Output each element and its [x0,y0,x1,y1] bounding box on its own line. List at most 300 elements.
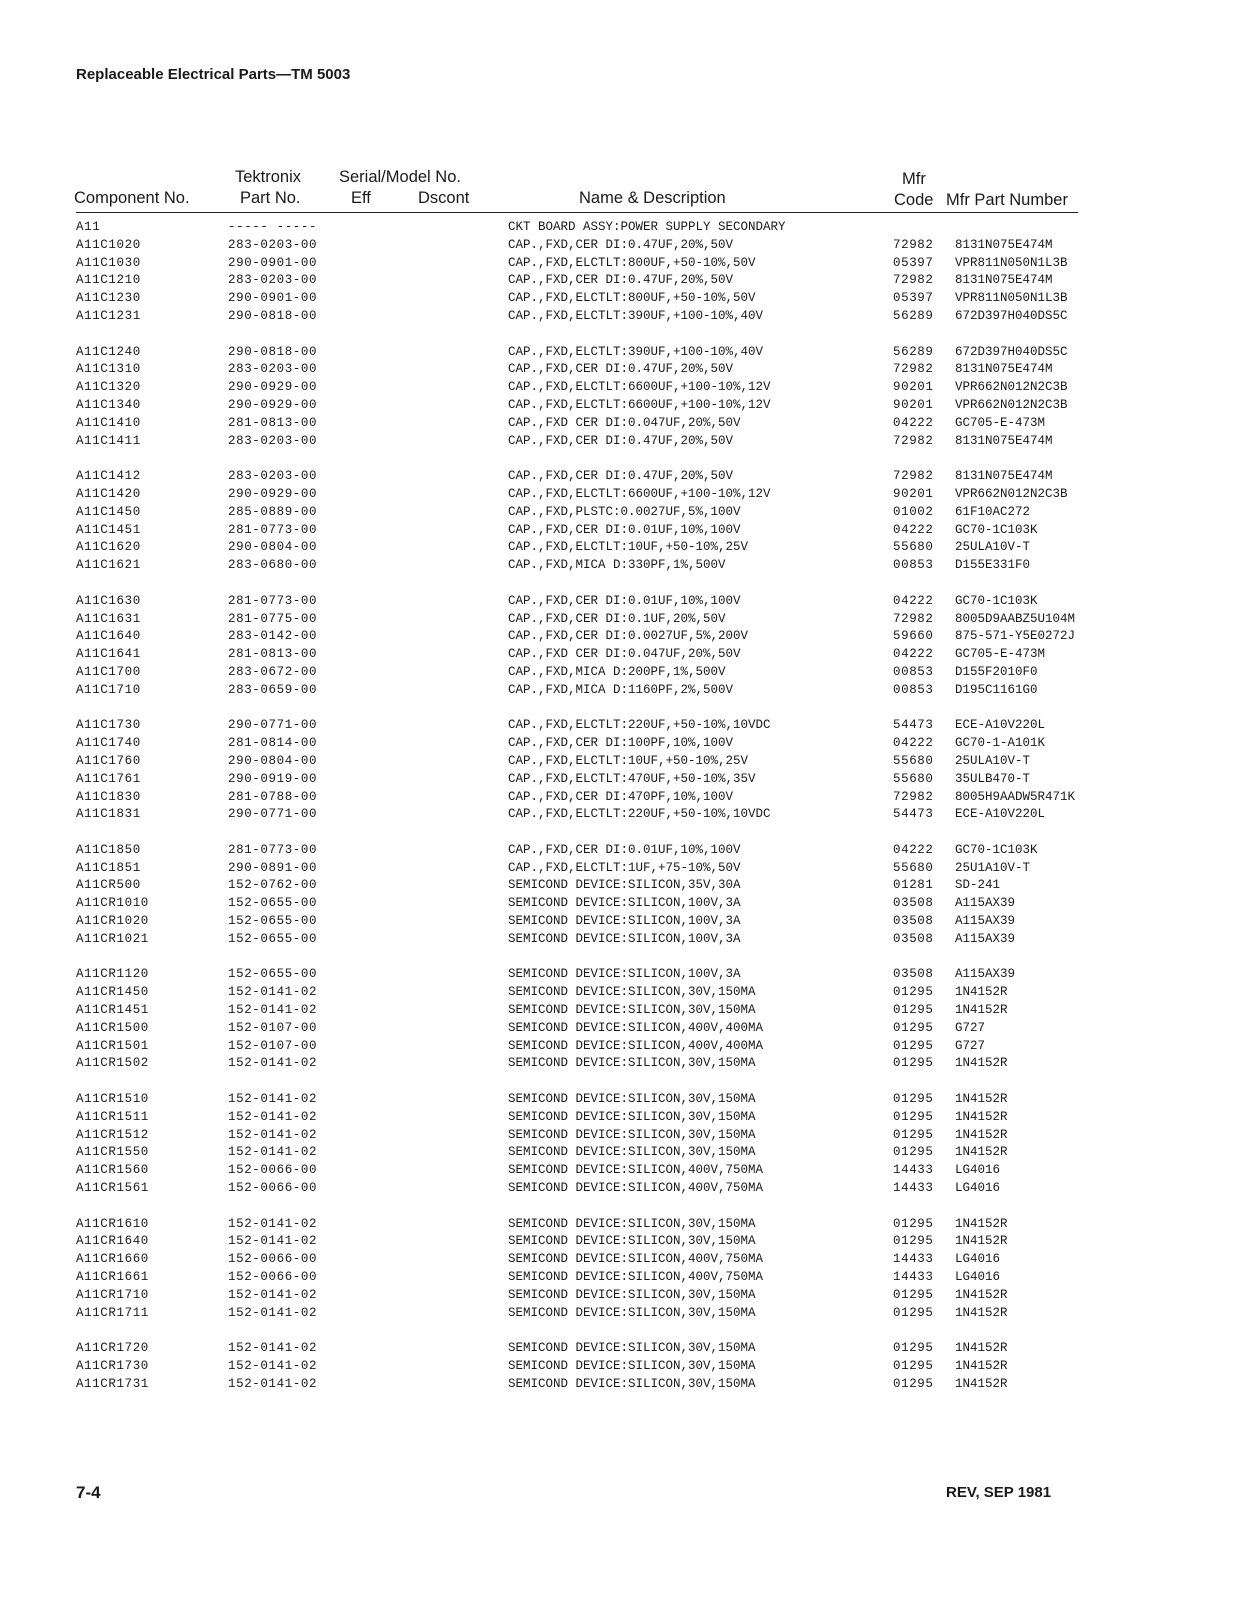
name-description: SEMICOND DEVICE:SILICON,30V,150MA [508,1003,756,1018]
mfr-code: 72982 [893,273,934,288]
tektronix-part-number: 283-0203-00 [228,273,318,288]
table-row [76,1144,1086,1162]
name-description: CAP.,FXD,CER DI:470PF,10%,100V [508,789,734,804]
component-number: A11C1760 [76,753,141,768]
mfr-part-number: 8131N075E474M [955,273,1053,288]
table-row [76,984,1086,1002]
tektronix-part-number: 152-0066-00 [228,1252,318,1267]
mfr-part-number: ECE-A10V220L [955,718,1046,733]
mfr-part-number: 35ULB470-T [955,771,1031,786]
mfr-part-number: 1N4152R [955,1341,1008,1356]
mfr-part-number: 1N4152R [955,1109,1008,1124]
parts-group [76,219,1086,326]
table-row [76,682,1086,700]
name-description: CAP.,FXD,ELCTLT:6600UF,+100-10%,12V [508,397,771,412]
name-description: CAP.,FXD,CER DI:0.01UF,10%,100V [508,522,741,537]
tektronix-part-number: 290-0771-00 [228,807,318,822]
component-number: A11CR1730 [76,1359,149,1373]
parts-table [76,219,1086,1411]
table-row [76,415,1086,433]
column-header-dscont: Dscont [418,189,470,207]
table-row [76,255,1086,273]
mfr-code: 56289 [893,308,934,323]
name-description: SEMICOND DEVICE:SILICON,100V,3A [508,931,741,946]
name-description: CAP.,FXD CER DI:0.047UF,20%,50V [508,647,741,662]
mfr-part-number: LG4016 [955,1181,1001,1196]
tektronix-part-number: 290-0901-00 [228,255,318,270]
name-description: SEMICOND DEVICE:SILICON,400V,750MA [508,1163,764,1178]
mfr-code: 55680 [893,860,934,875]
mfr-code: 01295 [893,1287,934,1302]
mfr-code: 01295 [893,1038,934,1053]
component-number: A11C1831 [76,807,141,822]
tektronix-part-number: 152-0066-00 [228,1270,318,1285]
table-row [76,504,1086,522]
name-description: SEMICOND DEVICE:SILICON,400V,400MA [508,1038,764,1053]
component-number: A11C1340 [76,397,141,412]
component-number: A11CR1502 [76,1056,149,1071]
table-row [76,1233,1086,1251]
mfr-code: 04222 [893,647,934,662]
tektronix-part-number: 152-0655-00 [228,896,318,911]
name-description: CAP.,FXD,ELCTLT:1UF,+75-10%,50V [508,860,741,875]
tektronix-part-number: 281-0773-00 [228,842,318,857]
component-number: A11CR1610 [76,1216,149,1231]
header-divider [76,212,1078,213]
name-description: CAP.,FXD,CER DI:0.47UF,20%,50V [508,362,734,377]
mfr-code: 03508 [893,931,934,946]
mfr-part-number: A115AX39 [955,931,1016,946]
mfr-part-number: SD-241 [955,878,1001,893]
name-description: CAP.,FXD,ELCTLT:10UF,+50-10%,25V [508,753,749,768]
table-row [76,539,1086,557]
mfr-part-number: 25U1A10V-T [955,860,1031,875]
mfr-part-number: 1N4152R [955,1003,1008,1018]
name-description: SEMICOND DEVICE:SILICON,30V,150MA [508,1056,756,1071]
component-number: A11CR500 [76,878,141,893]
parts-group [76,1340,1086,1393]
component-number: A11C1411 [76,433,141,448]
tektronix-part-number: 281-0813-00 [228,647,318,662]
component-number: A11C1451 [76,522,141,537]
tektronix-part-number: 152-0655-00 [228,931,318,946]
component-number: A11CR1501 [76,1038,149,1053]
tektronix-part-number: 283-0680-00 [228,558,318,573]
parts-group [76,468,1086,575]
page-title: Replaceable Electrical Parts—TM 5003 [76,66,351,83]
parts-group [76,344,1086,451]
name-description: CAP.,FXD,ELCTLT:220UF,+50-10%,10VDC [508,718,771,733]
name-description: CKT BOARD ASSY:POWER SUPPLY SECONDARY [508,220,786,234]
mfr-part-number: 1N4152R [955,1145,1008,1160]
table-row [76,771,1086,789]
table-row [76,433,1086,451]
name-description: CAP.,FXD,CER DI:0.01UF,10%,100V [508,593,741,608]
name-description: SEMICOND DEVICE:SILICON,30V,150MA [508,1145,756,1160]
table-row [76,593,1086,611]
table-row [76,1216,1086,1234]
table-row [76,557,1086,575]
tektronix-part-number: 152-0107-00 [228,1038,318,1053]
tektronix-part-number: 283-0659-00 [228,682,318,697]
component-number: A11C1320 [76,380,141,395]
tektronix-part-number: 290-0929-00 [228,380,318,395]
tektronix-part-number: 152-0141-02 [228,1109,318,1124]
tektronix-part-number: 283-0142-00 [228,629,318,644]
table-row [76,1002,1086,1020]
mfr-code: 01295 [893,1020,934,1035]
mfr-code: 54473 [893,807,934,822]
name-description: CAP.,FXD,CER DI:0.0027UF,5%,200V [508,629,749,644]
tektronix-part-number: 290-0804-00 [228,540,318,555]
table-row [76,1287,1086,1305]
parts-group [76,1091,1086,1198]
mfr-code: 59660 [893,629,934,644]
mfr-code: 05397 [893,255,934,270]
mfr-part-number: 1N4152R [955,1287,1008,1302]
mfr-part-number: 672D397H040DS5C [955,344,1068,359]
mfr-part-number: 1N4152R [955,1376,1008,1391]
name-description: CAP.,FXD,ELCTLT:10UF,+50-10%,25V [508,540,749,555]
mfr-code: 04222 [893,842,934,857]
mfr-code: 01295 [893,1305,934,1320]
mfr-code: 14433 [893,1181,934,1196]
mfr-code: 00853 [893,682,934,697]
component-number: A11C1641 [76,647,141,662]
mfr-code: 03508 [893,914,934,929]
component-number: A11C1230 [76,291,141,306]
name-description: CAP.,FXD,ELCTLT:390UF,+100-10%,40V [508,308,764,323]
name-description: SEMICOND DEVICE:SILICON,400V,400MA [508,1020,764,1035]
component-number: A11C1450 [76,504,141,519]
table-row [76,1020,1086,1038]
mfr-part-number: 8131N075E474M [955,237,1053,252]
component-number: A11CR1510 [76,1092,149,1107]
mfr-part-number: G727 [955,1038,986,1053]
mfr-code: 01295 [893,1234,934,1249]
name-description: CAP.,FXD,ELCTLT:470UF,+50-10%,35V [508,771,756,786]
table-row [76,1038,1086,1056]
tektronix-part-number: 281-0775-00 [228,611,318,626]
name-description: SEMICOND DEVICE:SILICON,30V,150MA [508,1234,756,1249]
tektronix-part-number: 283-0203-00 [228,237,318,252]
tektronix-part-number: 152-0141-02 [228,1234,318,1249]
name-description: SEMICOND DEVICE:SILICON,30V,150MA [508,1376,756,1391]
component-number: A11CR1710 [76,1287,149,1302]
component-number: A11C1231 [76,308,141,323]
mfr-code: 01295 [893,1359,934,1373]
name-description: SEMICOND DEVICE:SILICON,30V,150MA [508,1127,756,1142]
table-row [76,931,1086,949]
name-description: CAP.,FXD,PLSTC:0.0027UF,5%,100V [508,504,741,519]
mfr-code: 01295 [893,1341,934,1356]
table-row [76,272,1086,290]
tektronix-part-number: 152-0141-02 [228,1359,318,1373]
mfr-code: 90201 [893,397,934,412]
tektronix-part-number: 152-0141-02 [228,1127,318,1142]
mfr-code: 04222 [893,593,934,608]
table-row [76,966,1086,984]
mfr-code: 55680 [893,540,934,555]
mfr-code: 05397 [893,291,934,306]
name-description: SEMICOND DEVICE:SILICON,400V,750MA [508,1252,764,1267]
mfr-code: 01295 [893,1092,934,1107]
column-header-serial-model: Serial/Model No. [339,168,461,186]
tektronix-part-number: 152-0141-02 [228,985,318,1000]
table-row [76,1376,1086,1394]
table-row [76,1127,1086,1145]
name-description: CAP.,FXD,CER DI:0.47UF,20%,50V [508,433,734,448]
name-description: CAP.,FXD,ELCTLT:220UF,+50-10%,10VDC [508,807,771,822]
mfr-code: 04222 [893,415,934,430]
mfr-code: 03508 [893,896,934,911]
table-row [76,1269,1086,1287]
component-number: A11C1412 [76,469,141,484]
table-row [76,1305,1086,1323]
tektronix-part-number: 152-0655-00 [228,914,318,929]
mfr-code: 01295 [893,1109,934,1124]
mfr-code: 01295 [893,985,934,1000]
mfr-part-number: 8131N075E474M [955,469,1053,484]
mfr-part-number: LG4016 [955,1252,1001,1267]
component-number: A11C1210 [76,273,141,288]
table-row [76,628,1086,646]
component-number: A11CR1500 [76,1020,149,1035]
mfr-part-number: A115AX39 [955,896,1016,911]
component-number: A11CR1511 [76,1109,149,1124]
mfr-code: 72982 [893,433,934,448]
mfr-part-number: D155E331F0 [955,558,1031,573]
table-row [76,219,1086,237]
mfr-part-number: G727 [955,1020,986,1035]
component-number: A11C1240 [76,344,141,359]
parts-group [76,593,1086,700]
mfr-part-number: GC70-1C103K [955,842,1038,857]
mfr-code: 90201 [893,380,934,395]
component-number: A11C1700 [76,664,141,679]
mfr-part-number: 8005H9AADW5R471K [955,789,1076,804]
component-number: A11CR1450 [76,985,149,1000]
tektronix-part-number: 152-0141-02 [228,1305,318,1320]
parts-group [76,842,1086,949]
mfr-code: 14433 [893,1252,934,1267]
mfr-part-number: 1N4152R [955,1305,1008,1320]
table-row [76,611,1086,629]
mfr-part-number: 875-571-Y5E0272J [955,629,1076,644]
table-row [76,1251,1086,1269]
component-number: A11CR1720 [76,1341,149,1356]
tektronix-part-number: 283-0203-00 [228,469,318,484]
name-description: CAP.,FXD CER DI:0.047UF,20%,50V [508,415,741,430]
mfr-code: 01295 [893,1376,934,1391]
component-number: A11C1030 [76,255,141,270]
table-row [76,344,1086,362]
parts-group [76,1216,1086,1323]
name-description: SEMICOND DEVICE:SILICON,30V,150MA [508,1216,756,1231]
mfr-part-number: D155F2010F0 [955,664,1038,679]
tektronix-part-number: 152-0141-02 [228,1092,318,1107]
mfr-part-number: VPR662N012N2C3B [955,397,1068,412]
table-row [76,646,1086,664]
name-description: SEMICOND DEVICE:SILICON,35V,30A [508,878,741,893]
mfr-part-number: 1N4152R [955,1056,1008,1071]
tektronix-part-number: 290-0929-00 [228,486,318,501]
component-number: A11C1620 [76,540,141,555]
component-number: A11CR1731 [76,1376,149,1391]
tektronix-part-number: 152-0655-00 [228,967,318,982]
tektronix-part-number: 152-0066-00 [228,1181,318,1196]
mfr-part-number: 8131N075E474M [955,362,1053,377]
name-description: SEMICOND DEVICE:SILICON,30V,150MA [508,985,756,1000]
name-description: CAP.,FXD,ELCTLT:800UF,+50-10%,50V [508,255,756,270]
table-row [76,468,1086,486]
tektronix-part-number: 152-0141-02 [228,1376,318,1391]
component-number: A11CR1010 [76,896,149,911]
mfr-part-number: VPR662N012N2C3B [955,380,1068,395]
component-number: A11C1631 [76,611,141,626]
tektronix-part-number: 152-0141-02 [228,1003,318,1018]
component-number: A11C1851 [76,860,141,875]
name-description: SEMICOND DEVICE:SILICON,30V,150MA [508,1341,756,1356]
name-description: CAP.,FXD,MICA D:200PF,1%,500V [508,664,726,679]
name-description: CAP.,FXD,ELCTLT:800UF,+50-10%,50V [508,291,756,306]
component-number: A11CR1512 [76,1127,149,1142]
name-description: SEMICOND DEVICE:SILICON,30V,150MA [508,1305,756,1320]
mfr-code: 72982 [893,469,934,484]
tektronix-part-number: 152-0141-02 [228,1341,318,1356]
tektronix-part-number: 152-0066-00 [228,1163,318,1178]
table-row [76,877,1086,895]
mfr-part-number: 1N4152R [955,1092,1008,1107]
name-description: CAP.,FXD,CER DI:100PF,10%,100V [508,736,734,751]
component-number: A11C1410 [76,415,141,430]
component-number: A11C1640 [76,629,141,644]
tektronix-part-number: 281-0813-00 [228,415,318,430]
component-number: A11CR1020 [76,914,149,929]
column-header-mfr-part-number: Mfr Part Number [946,191,1068,209]
table-row [76,735,1086,753]
mfr-code: 01295 [893,1056,934,1071]
mfr-code: 04222 [893,736,934,751]
mfr-part-number: GC70-1-A101K [955,736,1046,751]
component-number: A11CR1451 [76,1003,149,1018]
tektronix-part-number: 290-0804-00 [228,753,318,768]
mfr-code: 03508 [893,967,934,982]
mfr-part-number: 25ULA10V-T [955,753,1031,768]
component-number: A11C1830 [76,789,141,804]
mfr-code: 01295 [893,1145,934,1160]
table-row [76,290,1086,308]
mfr-part-number: 1N4152R [955,1234,1008,1249]
table-row [76,842,1086,860]
mfr-part-number: VPR811N050N1L3B [955,291,1068,306]
mfr-code: 54473 [893,718,934,733]
mfr-code: 72982 [893,237,934,252]
mfr-code: 04222 [893,522,934,537]
mfr-code: 14433 [893,1163,934,1178]
mfr-code: 56289 [893,344,934,359]
table-row [76,361,1086,379]
component-number: A11C1850 [76,842,141,857]
mfr-part-number: ECE-A10V220L [955,807,1046,822]
name-description: SEMICOND DEVICE:SILICON,30V,150MA [508,1287,756,1302]
table-row [76,913,1086,931]
component-number: A11C1761 [76,771,141,786]
table-row [76,1358,1086,1376]
component-number: A11CR1561 [76,1181,149,1196]
table-row [76,1055,1086,1073]
mfr-part-number: 25ULA10V-T [955,540,1031,555]
page-number: 7-4 [76,1483,101,1502]
mfr-code: 00853 [893,664,934,679]
table-row [76,379,1086,397]
mfr-code: 72982 [893,789,934,804]
mfr-code: 01002 [893,504,934,519]
tektronix-part-number: 283-0672-00 [228,664,318,679]
name-description: CAP.,FXD,MICA D:330PF,1%,500V [508,558,726,573]
component-number: A11C1310 [76,362,141,377]
component-number: A11CR1550 [76,1145,149,1160]
mfr-code: 90201 [893,486,934,501]
table-row [76,1180,1086,1198]
table-row [76,895,1086,913]
component-number: A11C1740 [76,736,141,751]
mfr-part-number: 1N4152R [955,1216,1008,1231]
revision-date: REV, SEP 1981 [946,1484,1052,1501]
mfr-part-number: 1N4152R [955,1359,1008,1373]
mfr-part-number: VPR662N012N2C3B [955,486,1068,501]
component-number: A11CR1711 [76,1305,149,1320]
column-header-mfr: Mfr [902,170,926,188]
tektronix-part-number: 285-0889-00 [228,504,318,519]
mfr-code: 55680 [893,771,934,786]
mfr-part-number: LG4016 [955,1270,1001,1285]
name-description: SEMICOND DEVICE:SILICON,30V,150MA [508,1092,756,1107]
mfr-part-number: 1N4152R [955,985,1008,1000]
mfr-part-number: GC70-1C103K [955,593,1038,608]
name-description: SEMICOND DEVICE:SILICON,30V,150MA [508,1359,756,1373]
mfr-part-number: 672D397H040DS5C [955,308,1068,323]
parts-group [76,966,1086,1073]
mfr-part-number: GC70-1C103K [955,522,1038,537]
tektronix-part-number: 152-0141-02 [228,1216,318,1231]
tektronix-part-number: 281-0773-00 [228,522,318,537]
table-row [76,664,1086,682]
mfr-code: 72982 [893,611,934,626]
name-description: SEMICOND DEVICE:SILICON,400V,750MA [508,1181,764,1196]
mfr-part-number: VPR811N050N1L3B [955,255,1068,270]
tektronix-part-number: 281-0788-00 [228,789,318,804]
tektronix-part-number: 283-0203-00 [228,433,318,448]
component-number: A11C1621 [76,558,141,573]
mfr-code: 01295 [893,1216,934,1231]
table-row [76,308,1086,326]
table-row [76,1340,1086,1358]
component-number: A11C1630 [76,593,141,608]
mfr-part-number: A115AX39 [955,914,1016,929]
component-number: A11CR1021 [76,931,149,946]
column-header-mfr-code: Code [894,191,934,209]
tektronix-part-number: 152-0141-02 [228,1056,318,1071]
tektronix-part-number: 283-0203-00 [228,362,318,377]
name-description: CAP.,FXD,CER DI:0.01UF,10%,100V [508,842,741,857]
component-number: A11CR1640 [76,1234,149,1249]
mfr-part-number: 61F10AC272 [955,504,1031,519]
tektronix-part-number: 281-0814-00 [228,736,318,751]
tektronix-part-number: 152-0141-02 [228,1287,318,1302]
component-number: A11CR1660 [76,1252,149,1267]
mfr-part-number: LG4016 [955,1163,1001,1178]
